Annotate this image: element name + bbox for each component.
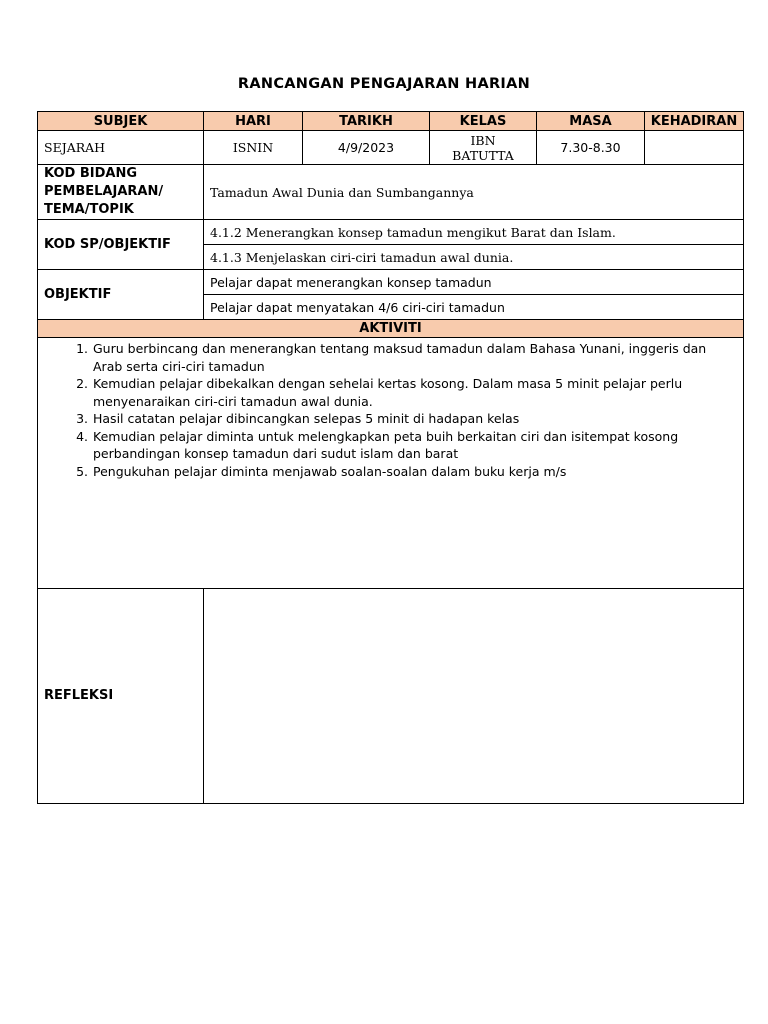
header-kehadiran: KEHADIRAN xyxy=(645,112,744,131)
kelas-line-1: IBN xyxy=(470,132,496,148)
kelas-line-2: BATUTTA xyxy=(452,147,514,163)
header-row xyxy=(38,112,744,131)
aktiviti-content xyxy=(38,338,744,589)
aktiviti-row xyxy=(38,338,744,589)
header-kelas: KELAS xyxy=(430,112,537,131)
list-item: 3. Hasil catatan pelajar dibincangkan selepas 5 minit di hadapan kelas xyxy=(92,410,737,428)
kod-bidang-value: Tamadun Awal Dunia dan Sumbangannya xyxy=(204,165,744,220)
kod-sp-item: 4.1.2 Menerangkan konsep tamadun mengikut Barat dan Islam. xyxy=(204,220,744,245)
header-tarikh: TARIKH xyxy=(303,112,430,131)
objektif-item: Pelajar dapat menyatakan 4/6 ciri-ciri tamadun xyxy=(204,295,744,320)
list-item: 4. Kemudian pelajar diminta untuk melengkapkan peta buih berkaitan ciri dan isitempat kosong perbandingan konsep tamadun dari sudut islam dan barat xyxy=(92,428,737,463)
list-item: 1. Guru berbincang dan menerangkan tentang maksud tamadun dalam Bahasa Yunani, inggeris dan Arab serta ciri-ciri tamadun xyxy=(92,340,737,375)
lesson-plan-table xyxy=(37,111,744,804)
kod-bidang-label-line-1: KOD BIDANG xyxy=(44,166,138,181)
objektif-label: OBJEKTIF xyxy=(38,270,204,320)
refleksi-label: REFLEKSI xyxy=(38,589,204,804)
kod-bidang-label xyxy=(38,165,204,220)
kod-sp-item: 4.1.3 Menjelaskan ciri-ciri tamadun awal dunia. xyxy=(204,245,744,270)
aktiviti-list xyxy=(48,340,737,480)
kehadiran-value xyxy=(645,131,744,165)
objektif-row-1 xyxy=(38,270,744,295)
kod-sp-label: KOD SP/OBJEKTIF xyxy=(38,220,204,270)
subjek-value: SEJARAH xyxy=(38,131,204,165)
header-subjek: SUBJEK xyxy=(38,112,204,131)
tarikh-value: 4/9/2023 xyxy=(303,131,430,165)
kod-bidang-label-line-2: PEMBELAJARAN/ xyxy=(44,184,164,199)
kod-bidang-row xyxy=(38,165,744,220)
aktiviti-header-row xyxy=(38,320,744,338)
info-row xyxy=(38,131,744,165)
aktiviti-header: AKTIVITI xyxy=(38,320,744,338)
kod-sp-row-1 xyxy=(38,220,744,245)
list-item: 5. Pengukuhan pelajar diminta menjawab soalan-soalan dalam buku kerja m/s xyxy=(92,463,737,481)
header-hari: HARI xyxy=(204,112,303,131)
list-item: 2. Kemudian pelajar dibekalkan dengan sehelai kertas kosong. Dalam masa 5 minit pelajar perlu menyenaraikan ciri-ciri tamadun awal dunia. xyxy=(92,375,737,410)
masa-value: 7.30-8.30 xyxy=(537,131,645,165)
refleksi-value xyxy=(204,589,744,804)
header-masa: MASA xyxy=(537,112,645,131)
refleksi-row xyxy=(38,589,744,804)
objektif-item: Pelajar dapat menerangkan konsep tamadun xyxy=(204,270,744,295)
kelas-value xyxy=(430,131,537,165)
kod-bidang-label-line-3: TEMA/TOPIK xyxy=(44,202,134,217)
page-title: RANCANGAN PENGAJARAN HARIAN xyxy=(237,76,531,92)
hari-value: ISNIN xyxy=(204,131,303,165)
